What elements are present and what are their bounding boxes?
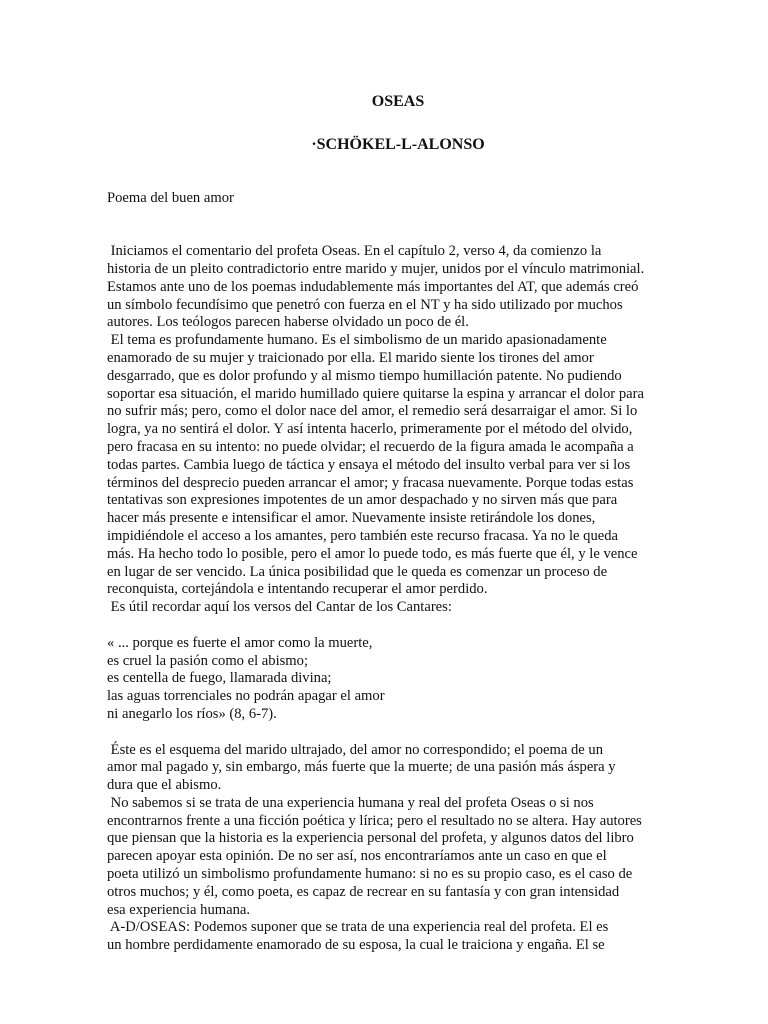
text-line: Éste es el esquema del marido ultrajado, del amor no correspondido; el poema de un [107,741,604,758]
paragraph-gap [107,617,647,635]
paragraph-gap [107,225,647,243]
text-line: otros muchos; y él, como poeta, es capaz de recrear en su fantasía y con gran intensidad [107,883,620,900]
text-line: autores. Los teólogos parecen haberse olvidado un poco de él. [107,314,469,331]
text-line: No sabemos si se trata de una experiencia humana y real del profeta Oseas o si nos [107,794,594,811]
text-line: historia de un pleito contradictorio entre marido y mujer, unidos por el vínculo matrimonial. [107,260,645,277]
text-line: es cruel la pasión como el abismo; [107,652,309,669]
text-line: « ... porque es fuerte el amor como la muerte, [107,634,373,651]
document-title: OSEAS [371,93,425,110]
text-line: un hombre perdidamente enamorado de su esposa, la cual le traiciona y engaña. El se [107,937,605,954]
text-line: encontrarnos frente a una ficción poética y lírica; pero el resultado no se altera. Hay autores [107,812,642,829]
text-line: soportar esa situación, el marido humillado quiere quitarse la espina y arrancar el dolor para [107,385,644,402]
text-line: A-D/OSEAS: Podemos suponer que se trata de una experiencia real del profeta. El es [107,919,609,936]
text-line: Estamos ante uno de los poemas indudablemente más importantes del AT, que además creó [107,278,639,295]
text-line: desgarrado, que es dolor profundo y al mismo tiempo humillación patente. No pudiendo [107,367,622,384]
text-line: más. Ha hecho todo lo posible, pero el amor lo puede todo, es más fuerte que él, y le vence [107,545,638,562]
text-line: ni anegarlo los ríos» (8, 6-7). [107,705,277,722]
text-line: no sufrir más; pero, como el dolor nace del amor, el remedio será desarraigar el amor. Si lo [107,403,638,420]
text-line: un símbolo fecundísimo que penetró con fuerza en el NT y ha sido utilizado por muchos [107,296,623,313]
text-line: dura que el abismo. [107,777,222,794]
text-line: impidiéndole el acceso a los amantes, pero también este recurso fracasa. Ya no le queda [107,527,618,544]
text-line: enamorado de su mujer y traicionado por ella. El marido siente los tirones del amor [107,349,594,366]
document-body [107,172,647,955]
text-line: en lugar de ser vencido. La única posibilidad que le queda es comenzar un proceso de [107,563,608,580]
text-line: Iniciamos el comentario del profeta Oseas. En el capítulo 2, verso 4, da comienzo la [107,243,602,260]
text-line: esa experiencia humana. [107,901,251,918]
text-line: parecen apoyar esta opinión. De no ser así, nos encontraríamos ante un caso en que el [107,848,607,865]
text-line: que piensan que la historia es la experiencia personal del profeta, y algunos datos del libro [107,830,634,847]
text-line: las aguas torrenciales no podrán apagar el amor [107,688,385,705]
text-line: es centella de fuego, llamarada divina; [107,670,332,687]
text-line: tentativas son expresiones impotentes de un amor despachado y no sirven más que para [107,492,618,509]
document-author: ·SCHÖKEL-L-ALONSO [311,136,485,153]
text-line: El tema es profundamente humano. Es el simbolismo de un marido apasionadamente [107,332,607,349]
text-line: hacer más presente e intensificar el amor. Nuevamente insiste retirándole los dones, [107,510,596,527]
text-line: términos del desprecio pueden arrancar el amor; y fracasa nuevamente. Porque todas estas [107,474,634,491]
text-line: poeta utilizó un simbolismo profundamente humano: si no es su propio caso, es el caso de [107,866,633,883]
document-subtitle: Poema del buen amor [107,189,234,206]
text-line: amor mal pagado y, sin embargo, más fuerte que la muerte; de una pasión más áspera y [107,759,616,776]
text-line: pero fracasa en su intento: no puede olvidar; el recuerdo de la figura amada le acompaña a [107,438,634,455]
text-line: todas partes. Cambia luego de táctica y ensaya el método del insulto verbal para ver si los [107,456,631,473]
text-line: reconquista, cortejándola e intentando recuperar el amor perdido. [107,581,488,598]
paragraph-gap [107,724,647,742]
text-line: Es útil recordar aquí los versos del Cantar de los Cantares: [107,599,452,616]
text-line: logra, ya no sentirá el dolor. Y así intenta hacerlo, primeramente por el método del olvido, [107,421,633,438]
